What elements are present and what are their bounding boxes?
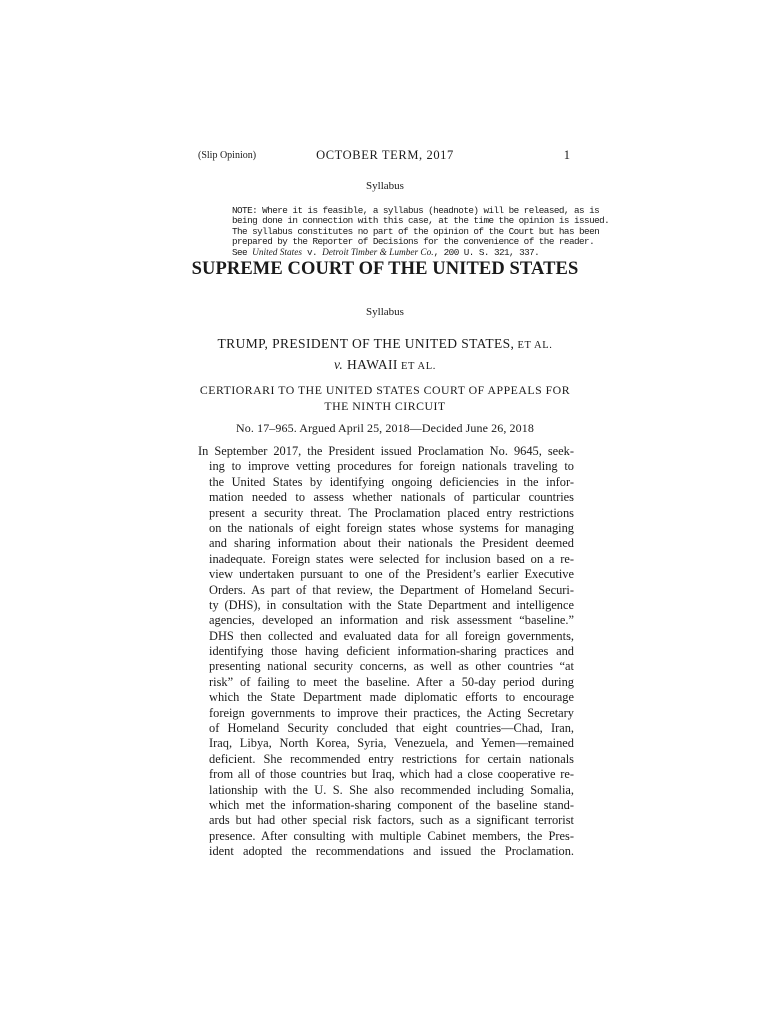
syllabus-subheading: Syllabus: [366, 306, 404, 318]
body-line: deficient. She recommended entry restrictions for certain nationals: [209, 751, 574, 766]
body-line: agencies, developed an information and risk assessment “baseline.”: [209, 613, 574, 628]
note-line: prepared by the Reporter of Decisions for the convenience of the reader.: [232, 236, 595, 248]
body-line: present a security threat. The Proclamation placed entry restrictions: [209, 505, 574, 520]
case-caption-line-2: [188, 355, 582, 376]
body-line: In September 2017, the President issued Proclamation No. 9645, seek-: [198, 444, 574, 458]
body-line: view undertaken pursuant to one of the President’s earlier Executive: [209, 567, 574, 582]
body-line: presence. After consulting with multiple Cabinet members, the Pres-: [209, 828, 574, 843]
syllabus-body: [198, 444, 574, 860]
body-line: the United States by identifying ongoing deficiencies in the infor-: [209, 474, 574, 489]
reporter-note: [232, 205, 610, 258]
certiorari-heading: [198, 382, 572, 414]
running-head: [198, 148, 572, 164]
cite-case-party-2: Detroit Timber & Lumber Co.: [322, 247, 434, 258]
body-line: inadequate. Foreign states were selected for inclusion based on a re-: [209, 551, 574, 566]
body-line: ty (DHS), in consultation with the State Department and intelligence: [209, 597, 574, 612]
cite-case-party-1: United States: [252, 247, 302, 258]
body-line: identifying those having deficient information-sharing practices and: [209, 644, 574, 659]
case-caption-line-1: [188, 334, 582, 355]
court-title: SUPREME COURT OF THE UNITED STATES: [191, 259, 579, 279]
cite-suffix: , 200 U. S. 321, 337.: [433, 246, 540, 258]
body-line: Orders. As part of that review, the Department of Homeland Securi-: [209, 582, 574, 597]
body-line: presenting national security concerns, as well as other countries “at: [209, 659, 574, 674]
body-line: risk” of failing to meet the baseline. After a 50-day period during: [209, 674, 574, 689]
page-number: 1: [563, 148, 570, 162]
cite-prefix: See: [232, 246, 253, 258]
body-line: on the nationals of eight foreign states whose systems for managing: [209, 520, 574, 535]
body-line: from all of those countries but Iraq, which had a close cooperative re-: [209, 767, 574, 782]
body-line: of Homeland Security concluded that eight countries—Chad, Iran,: [209, 721, 574, 736]
body-line: lationship with the U. S. She also recommended including Somalia,: [209, 782, 574, 797]
petitioner-name: TRUMP, PRESIDENT OF THE UNITED STATES,: [217, 336, 515, 351]
case-caption: [188, 334, 582, 376]
body-line: which the State Department made diplomatic efforts to encourage: [209, 690, 574, 705]
versus-label: v.: [334, 357, 344, 372]
cite-versus: v.: [301, 246, 323, 258]
docket-line: No. 17–965. Argued April 25, 2018—Decided June 26, 2018: [236, 421, 534, 435]
slip-opinion-label: (Slip Opinion): [198, 150, 257, 161]
note-line: being done in connection with this case, at the time the opinion is issued.: [232, 215, 610, 227]
certiorari-line-1: CERTIORARI TO THE UNITED STATES COURT OF APPEALS FOR: [199, 383, 571, 397]
body-line: foreign governments to improve their practices, the Acting Secretary: [209, 705, 574, 720]
syllabus-heading: Syllabus: [366, 180, 404, 192]
body-line: mation needed to assess whether nationals of particular countries: [209, 490, 574, 505]
body-line: ards but had other special risk factors, such as a significant terrorist: [209, 813, 574, 828]
petitioner-et-al: ET AL.: [514, 340, 553, 351]
term-heading: OCTOBER TERM, 2017: [316, 148, 454, 162]
note-line: NOTE: Where it is feasible, a syllabus (headnote) will be released, as is: [232, 205, 600, 216]
body-line: which met the information-sharing component of the baseline stand-: [209, 797, 574, 812]
respondent-et-al: ET AL.: [397, 361, 436, 372]
body-line: DHS then collected and evaluated data for all foreign governments,: [209, 628, 574, 643]
note-line: The syllabus constitutes no part of the opinion of the Court but has been: [232, 225, 600, 237]
body-line: Iraq, Libya, North Korea, Syria, Venezuela, and Yemen—remained: [209, 736, 574, 751]
certiorari-line-2: THE NINTH CIRCUIT: [324, 399, 446, 413]
respondent-name: HAWAII: [343, 357, 398, 372]
body-line: ing to improve vetting procedures for foreign nationals traveling to: [209, 459, 574, 474]
body-line: ident adopted the recommendations and issued the Proclamation.: [209, 844, 574, 859]
body-line: and sharing information about their nationals the President deemed: [209, 536, 574, 551]
note-citation: [232, 248, 544, 258]
